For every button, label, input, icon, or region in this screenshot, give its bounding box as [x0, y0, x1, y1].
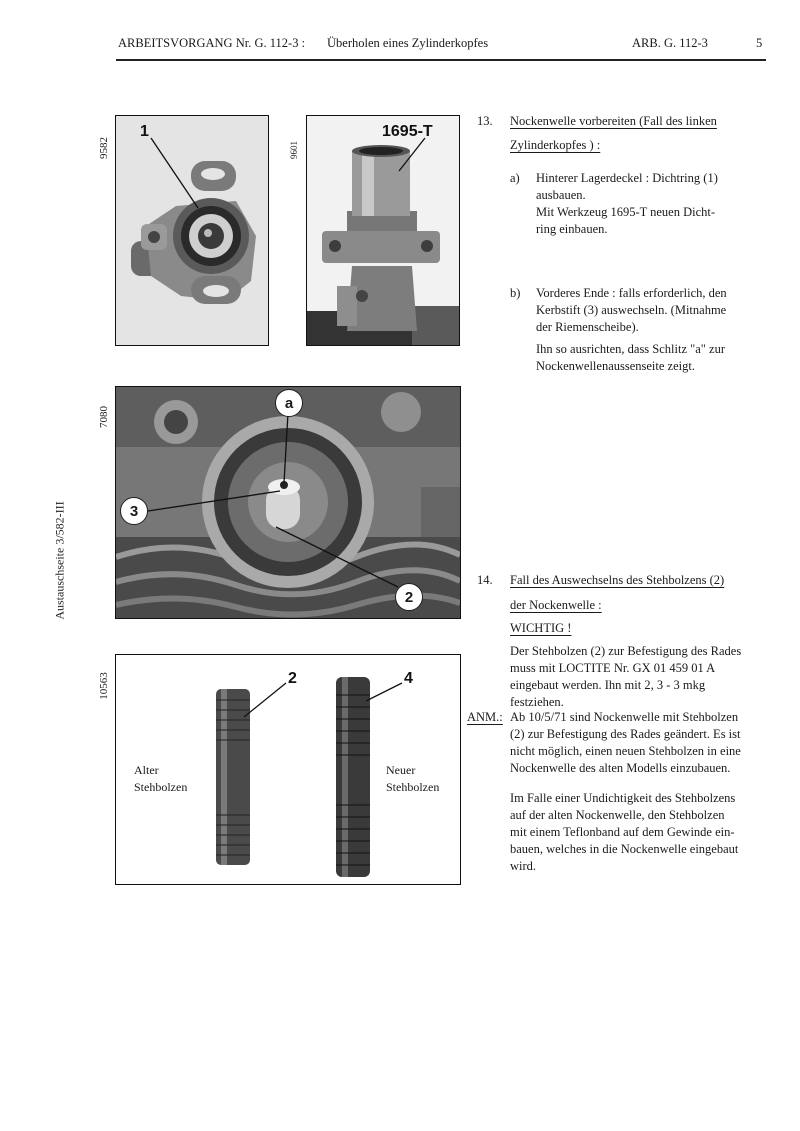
figure-2-callout-tool: 1695-T — [382, 123, 433, 140]
figure-1-callout-1: 1 — [140, 123, 149, 140]
section-14-title-line1: Fall des Auswechselns des Stehbolzens (2) — [510, 573, 725, 587]
section-14-paragraph-1: Der Stehbolzen (2) zur Befestigung des Rades muss mit LOCTITE Nr. GX 01 459 01 A eingebaut werden. Ihn mit 2, 3 - 3 mkg festziehen. — [510, 644, 742, 709]
section-13-a-label: a) — [510, 171, 520, 185]
figure-2-drawing — [307, 116, 459, 345]
section-13-b-text: Vorderes Ende : falls erforderlich, den Kerbstift (3) auswechseln. (Mitnahme der Riemenscheibe). — [536, 286, 727, 334]
section-14-title-line2: der Nockenwelle : — [510, 598, 602, 612]
figure-4-callout-4: 4 — [404, 670, 413, 687]
figure-4-label-new: Neuer Stehbolzen — [386, 763, 440, 794]
figure-2-photo — [306, 115, 460, 346]
figure-4-callout-2: 2 — [288, 670, 297, 687]
header-left: ARBEITSVORGANG Nr. G. 112-3 : — [118, 36, 306, 50]
section-14-number: 14. — [477, 573, 493, 587]
fig3-number: 7080 — [98, 406, 110, 428]
section-14-anm-text: Ab 10/5/71 sind Nockenwelle mit Stehbolzen (2) zur Befestigung des Rades geändert. Es ist nicht möglich, einen neuen Stehbolzen in eine Nockenwelle des alten Modells einzubauen. — [510, 710, 741, 775]
figure-1-photo — [115, 115, 269, 346]
section-13-title-line1: Nockenwelle vorbereiten (Fall des linken — [510, 114, 717, 128]
figure-3-callout-2: 2 — [395, 583, 423, 611]
section-14-paragraph-2: Im Falle einer Undichtigkeit des Stehbolzens auf der alten Nockenwelle, den Stehbolzen mit einem Teflonband auf dem Gewinde ein- bauen, welches in die Nockenwelle eingebaut wird. — [510, 791, 739, 873]
header-ref: ARB. G. 112-3 — [632, 36, 708, 50]
section-13-b-text2: Ihn so ausrichten, dass Schlitz "a" zur Nockenwellenaussenseite zeigt. — [536, 342, 725, 373]
section-13-title-line2: Zylinderkopfes ) : — [510, 138, 601, 152]
section-13-number: 13. — [477, 114, 493, 128]
figure-4-label-old: Alter Stehbolzen — [134, 763, 188, 794]
section-13-b-label: b) — [510, 286, 521, 300]
header-title: Überholen eines Zylinderkopfes — [327, 36, 489, 50]
section-14-wichtig: WICHTIG ! — [510, 621, 572, 635]
fig4-number: 10563 — [98, 672, 110, 700]
figure-1-drawing — [116, 116, 268, 345]
replacement-page-label: Austauschseite 3/582-III — [52, 501, 67, 620]
fig2-number: 9601 — [289, 141, 299, 159]
fig1-number: 9582 — [98, 137, 110, 159]
section-13-a-text: Hinterer Lagerdeckel : Dichtring (1) ausbauen. Mit Werkzeug 1695-T neuen Dicht- ring einbauen. — [536, 171, 718, 236]
figure-3-callout-a: a — [275, 389, 303, 417]
page-number: 5 — [756, 36, 763, 50]
figure-3-callout-3: 3 — [120, 497, 148, 525]
header-rule — [116, 59, 766, 61]
section-14-anm-label: ANM.: — [467, 710, 503, 724]
